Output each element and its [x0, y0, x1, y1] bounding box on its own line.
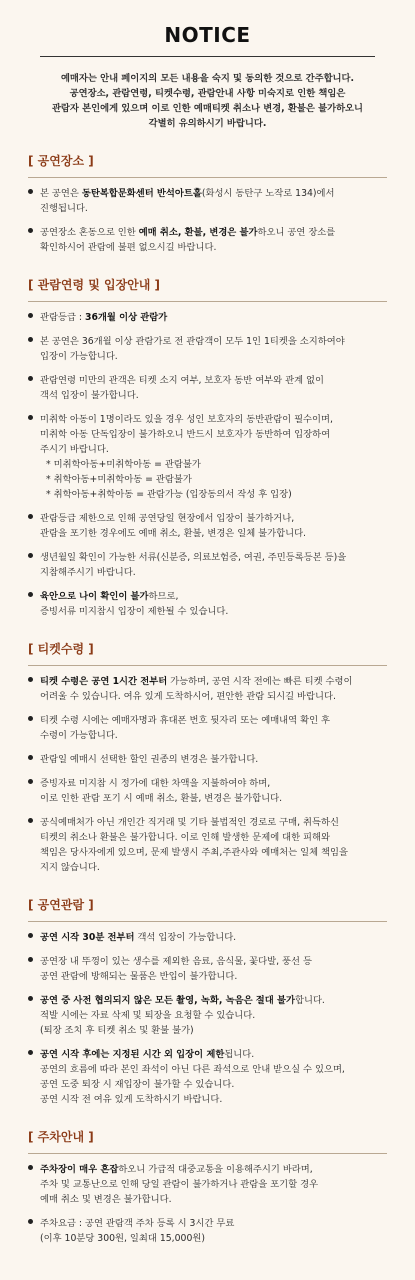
notice-line: [40, 674, 387, 689]
notice-line: [40, 349, 387, 364]
notice-sections: [28, 153, 387, 1246]
bullet-icon: [28, 228, 33, 233]
intro-line: 공연장소, 관람연령, 티켓수령, 관람안내 사항 미숙지로 인한 책임은: [69, 88, 346, 99]
body-text: 하므로,: [148, 591, 179, 602]
notice-line: [40, 457, 387, 472]
notice-line: [40, 310, 387, 325]
notice-item: [28, 954, 387, 984]
body-text: 객석 입장이 불가합니다.: [40, 390, 139, 401]
notice-item: [28, 1162, 387, 1207]
body-text: 티켓의 취소나 환불은 불가합니다. 이로 인해 발생한 문제에 대한 피해와: [40, 832, 330, 843]
bullet-icon: [28, 1219, 33, 1224]
notice-line: [40, 954, 387, 969]
title-divider: [40, 56, 375, 57]
notice-line: [40, 373, 387, 388]
notice-section: [28, 1129, 387, 1246]
notice-section: [28, 153, 387, 255]
bullet-icon: [28, 553, 33, 558]
notice-item: [28, 373, 387, 403]
body-text: 예매 취소 및 변경은 불가합니다.: [40, 1194, 172, 1205]
notice-section: [28, 641, 387, 875]
bullet-icon: [28, 779, 33, 784]
body-text: 주차요금 : 공연 관람객 주차 등록 시 3시간 무료: [40, 1218, 235, 1229]
body-text: 증빙서류 미지참시 입장이 제한될 수 있습니다.: [40, 606, 229, 617]
bullet-icon: [28, 337, 33, 342]
notice-list: [28, 930, 387, 1107]
notice-item: [28, 815, 387, 875]
body-text: 입장이 가능합니다.: [40, 351, 118, 362]
notice-line: [40, 1047, 387, 1062]
body-text: 관람연령 미만의 관객은 티켓 소지 여부, 보호자 동반 여부와 관계 없이: [40, 375, 324, 386]
notice-line: [40, 240, 387, 255]
notice-line: [40, 815, 387, 830]
body-text: 진행됩니다.: [40, 203, 88, 214]
body-text: 공연장소 혼동으로 인한: [40, 227, 139, 238]
notice-section: [28, 897, 387, 1107]
notice-line: [40, 604, 387, 619]
notice-line: [40, 487, 387, 502]
body-text: * 취학아동+취학아동 = 관람가능 (입장동의서 작성 후 입장): [46, 489, 292, 500]
section-title: [ 관람연령 및 입장안내 ]: [28, 278, 161, 292]
notice-item: [28, 674, 387, 704]
notice-line: [40, 728, 387, 743]
notice-item: [28, 550, 387, 580]
section-divider: [28, 921, 387, 922]
body-text: 확인하시어 관람에 불편 없으시길 바랍니다.: [40, 242, 217, 253]
notice-item: [28, 412, 387, 502]
bullet-icon: [28, 818, 33, 823]
bullet-icon: [28, 716, 33, 721]
notice-line: [40, 1077, 387, 1092]
body-text: 공식예매처가 아닌 개인간 직거래 및 기타 불법적인 경로로 구매, 취득하신: [40, 817, 339, 828]
body-text: 미취학 아동이 1명이라도 있을 경우 성인 보호자의 동반관람이 필수이며,: [40, 414, 333, 425]
intro-line: 관람자 본인에게 있으며 이로 인한 예매티켓 취소나 변경, 환불은 불가하오니: [51, 103, 364, 114]
body-text: 합니다.: [294, 995, 325, 1006]
body-text: 본 공연은 36개월 이상 관람가로 전 관람객이 모두 1인 1티켓을 소지하여야: [40, 336, 345, 347]
body-text: 관람등급 :: [40, 312, 85, 323]
notice-line: [40, 334, 387, 349]
notice-line: [40, 752, 387, 767]
body-text: (이후 10분당 300원, 일최대 15,000원): [40, 1233, 205, 1244]
notice-item: [28, 1216, 387, 1246]
section-divider: [28, 177, 387, 178]
body-text: 객석 입장이 가능합니다.: [134, 932, 237, 943]
notice-line: [40, 689, 387, 704]
bullet-icon: [28, 514, 33, 519]
notice-line: [40, 791, 387, 806]
emphasis-text: 공연 중 사전 협의되지 않은 모든 촬영, 녹화, 녹음은 절대 불가: [40, 995, 295, 1006]
body-text: 지지 않습니다.: [40, 862, 100, 873]
notice-item: [28, 225, 387, 255]
notice-line: [40, 1216, 387, 1231]
notice-item: [28, 1047, 387, 1107]
section-title: [ 공연장소 ]: [28, 154, 94, 168]
notice-line: [40, 860, 387, 875]
body-text: 어려울 수 있습니다. 여유 있게 도착하시어, 편안한 관람 되시길 바랍니다.: [40, 691, 336, 702]
bullet-icon: [28, 415, 33, 420]
notice-line: [40, 776, 387, 791]
emphasis-text: 공연 시작 30분 전부터: [40, 932, 135, 943]
notice-line: [40, 830, 387, 845]
body-text: 공연 관람에 방해되는 물품은 반입이 불가합니다.: [40, 971, 238, 982]
section-title: [ 공연관람 ]: [28, 898, 94, 912]
body-text: (퇴장 조치 후 티켓 취소 및 환불 불가): [40, 1025, 194, 1036]
notice-line: [40, 1062, 387, 1077]
bullet-icon: [28, 755, 33, 760]
notice-line: [40, 550, 387, 565]
body-text: 하오니 공연 장소를: [257, 227, 336, 238]
notice-line: [40, 526, 387, 541]
body-text: 주시기 바랍니다.: [40, 444, 109, 455]
body-text: 수령이 가능합니다.: [40, 730, 118, 741]
notice-line: [40, 472, 387, 487]
notice-line: [40, 225, 387, 240]
notice-item: [28, 589, 387, 619]
body-text: (화성시 동탄구 노작로 134)에서: [201, 188, 335, 199]
notice-line: [40, 388, 387, 403]
notice-item: [28, 930, 387, 945]
body-text: 공연 시작 전 여유 있게 도착하시기 바랍니다.: [40, 1094, 223, 1105]
bullet-icon: [28, 996, 33, 1001]
section-title: [ 티켓수령 ]: [28, 642, 94, 656]
notice-line: [40, 1192, 387, 1207]
intro-line: 예매자는 안내 페이지의 모든 내용을 숙지 및 동의한 것으로 간주합니다.: [60, 73, 355, 84]
bullet-icon: [28, 189, 33, 194]
emphasis-text: 36개월 이상 관람가: [84, 312, 168, 323]
body-text: * 미취학아동+미취학아동 = 관람불가: [46, 459, 201, 470]
notice-line: [40, 1023, 387, 1038]
emphasis-text: 공연 시작 후에는 지정된 시간 외 입장이 제한: [40, 1049, 225, 1060]
notice-line: [40, 412, 387, 427]
notice-line: [40, 713, 387, 728]
body-text: 하오니 가급적 대중교통을 이용해주시기 바라며,: [118, 1164, 313, 1175]
notice-item: [28, 310, 387, 325]
emphasis-text: 주차장이 매우 혼잡: [40, 1164, 119, 1175]
body-text: 적발 시에는 자료 삭제 및 퇴장을 요청할 수 있습니다.: [40, 1010, 256, 1021]
notice-list: [28, 310, 387, 619]
notice-line: [40, 1162, 387, 1177]
notice-list: [28, 186, 387, 255]
body-text: 책임은 당사자에게 있으며, 문제 발생시 주최,주관사와 예매처는 일체 책임을: [40, 847, 348, 858]
body-text: * 취학아동+미취학아동 = 관람불가: [46, 474, 192, 485]
notice-line: [40, 1008, 387, 1023]
notice-line: [40, 589, 387, 604]
bullet-icon: [28, 1050, 33, 1055]
notice-item: [28, 713, 387, 743]
notice-item: [28, 993, 387, 1038]
emphasis-text: 티켓 수령은 공연 1시간 전부터: [40, 676, 168, 687]
body-text: 됩니다.: [224, 1049, 255, 1060]
body-text: 지참해주시기 바랍니다.: [40, 567, 136, 578]
bullet-icon: [28, 313, 33, 318]
notice-line: [40, 186, 387, 201]
body-text: 관람을 포기한 경우에도 예매 취소, 환불, 변경은 일체 불가합니다.: [40, 528, 307, 539]
intro-line: 각별히 유의하시기 바랍니다.: [148, 118, 267, 129]
bullet-icon: [28, 376, 33, 381]
body-text: 본 공연은: [40, 188, 82, 199]
notice-line: [40, 969, 387, 984]
notice-item: [28, 334, 387, 364]
notice-item: [28, 186, 387, 216]
bullet-icon: [28, 933, 33, 938]
section-divider: [28, 665, 387, 666]
body-text: 증빙자료 미지참 시 정가에 대한 차액을 지불하여야 하며,: [40, 778, 271, 789]
body-text: 생년월일 확인이 가능한 서류(신분증, 의료보험증, 여권, 주민등록등본 등)을: [40, 552, 347, 563]
notice-list: [28, 674, 387, 875]
body-text: 주차 및 교통난으로 인해 당일 관람이 불가하거나 관람을 포기할 경우: [40, 1179, 319, 1190]
notice-line: [40, 511, 387, 526]
bullet-icon: [28, 957, 33, 962]
notice-line: [40, 201, 387, 216]
section-title: [ 주차안내 ]: [28, 1130, 94, 1144]
notice-line: [40, 993, 387, 1008]
notice-item: [28, 776, 387, 806]
emphasis-text: 동탄복합문화센터 반석아트홀: [81, 188, 202, 199]
page-title: NOTICE: [164, 23, 251, 47]
bullet-icon: [28, 592, 33, 597]
body-text: 공연 도중 퇴장 시 재입장이 불가할 수 있습니다.: [40, 1079, 235, 1090]
notice-line: [40, 427, 387, 442]
notice-line: [40, 1177, 387, 1192]
body-text: 이로 인한 관람 포기 시 예매 취소, 환불, 변경은 불가합니다.: [40, 793, 283, 804]
notice-line: [40, 930, 387, 945]
notice-line: [40, 1092, 387, 1107]
body-text: 공연장 내 뚜껑이 있는 생수를 제외한 음료, 음식물, 꽃다발, 풍선 등: [40, 956, 312, 967]
notice-line: [40, 1231, 387, 1246]
body-text: 티켓 수령 시에는 예매자명과 휴대폰 번호 뒷자리 또는 예매내역 확인 후: [40, 715, 330, 726]
body-text: 관람등급 제한으로 인해 공연당일 현장에서 입장이 불가하거나,: [40, 513, 295, 524]
notice-section: [28, 277, 387, 619]
emphasis-text: 예매 취소, 환불, 변경은 불가: [138, 227, 258, 238]
notice-item: [28, 752, 387, 767]
intro-text: [28, 71, 387, 131]
emphasis-text: 육안으로 나이 확인이 불가: [40, 591, 149, 602]
body-text: 관람일 예매시 선택한 할인 권종의 변경은 불가합니다.: [40, 754, 259, 765]
bullet-icon: [28, 677, 33, 682]
body-text: 미취학 아동 단독입장이 불가하오니 반드시 보호자가 동반하여 입장하여: [40, 429, 331, 440]
notice-line: [40, 565, 387, 580]
body-text: 가능하며, 공연 시작 전에는 빠른 티켓 수령이: [167, 676, 353, 687]
notice-list: [28, 1162, 387, 1246]
notice-line: [40, 845, 387, 860]
section-divider: [28, 301, 387, 302]
notice-item: [28, 511, 387, 541]
notice-line: [40, 442, 387, 457]
body-text: 공연의 흐름에 따라 본인 좌석이 아닌 다른 좌석으로 안내 받으실 수 있으며,: [40, 1064, 345, 1075]
bullet-icon: [28, 1165, 33, 1170]
section-divider: [28, 1153, 387, 1154]
